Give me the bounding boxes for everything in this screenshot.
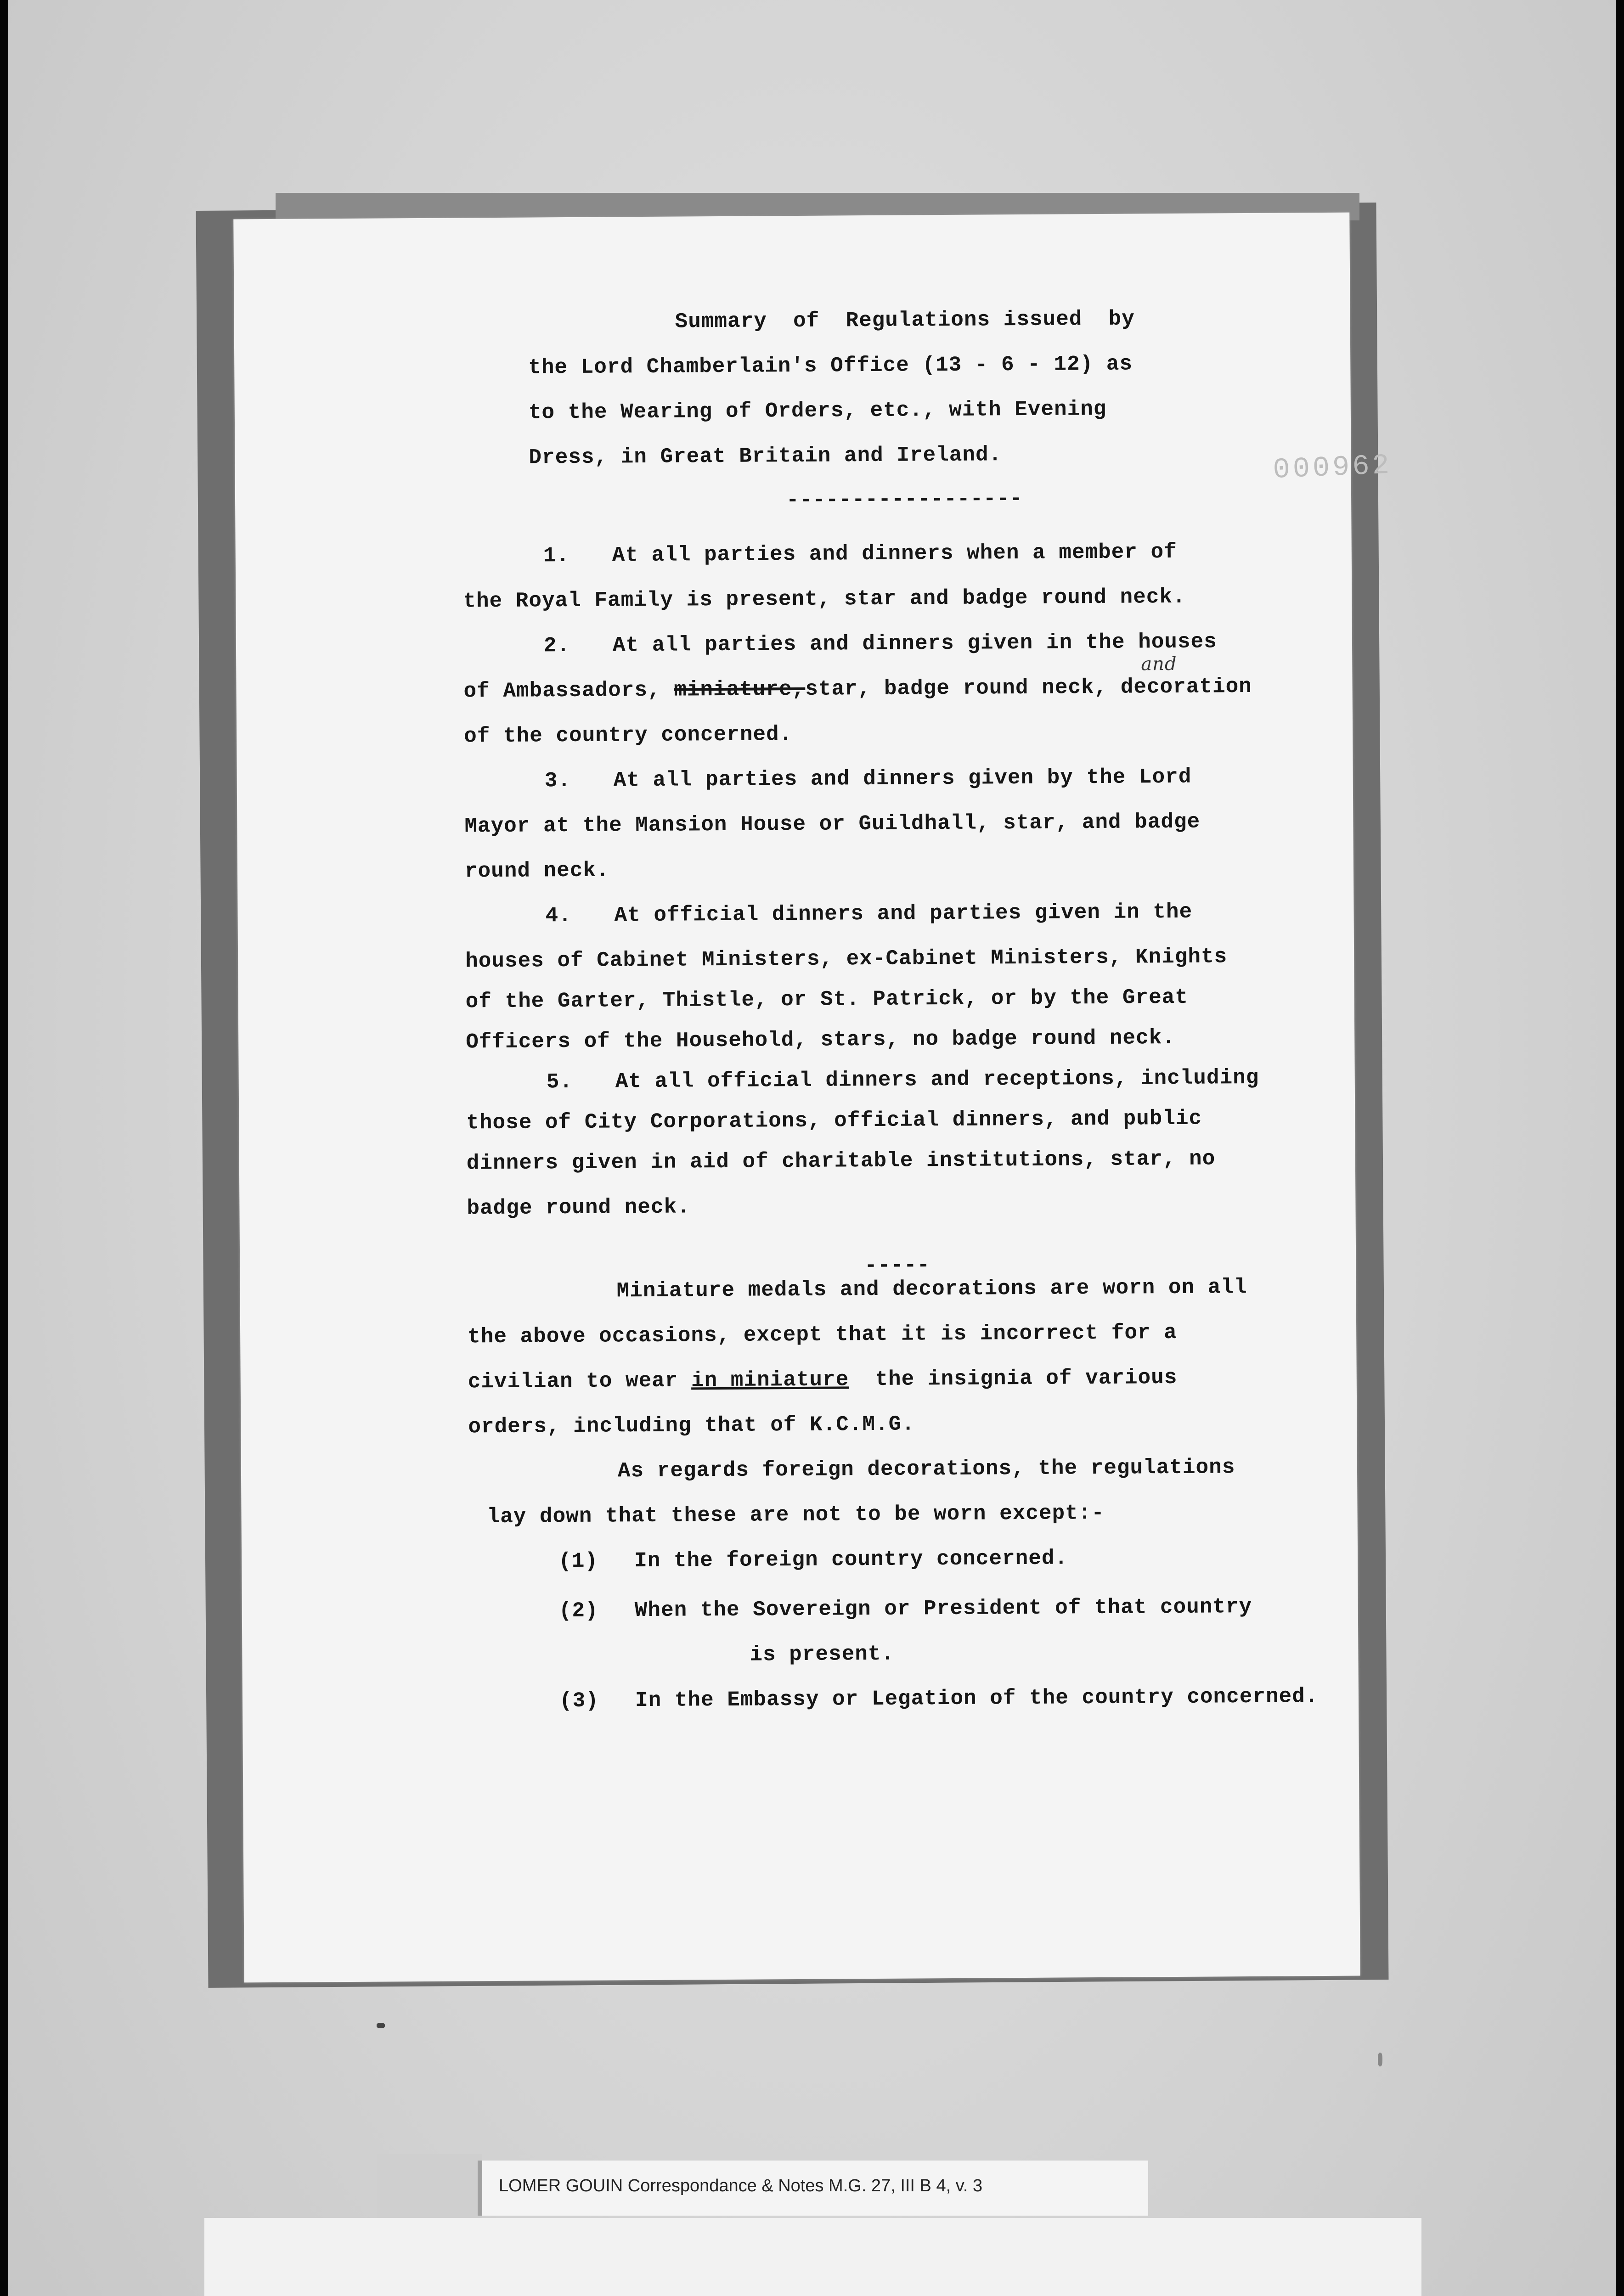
miniature-para-line-1: Miniature medals and decorations are worn on all (616, 1275, 1247, 1303)
tape-strip (377, 2154, 482, 2223)
item-3-line-3: round neck. (464, 858, 609, 884)
exception-2-number: (2) (558, 1598, 598, 1623)
miniature-para-line-4: orders, including that of K.C.M.G. (468, 1412, 915, 1439)
exception-1-number: (1) (558, 1549, 598, 1574)
title-line-1: Summary of Regulations issued by (675, 307, 1135, 334)
exception-2-continuation: is present. (750, 1642, 895, 1667)
item-2-line-2 (463, 664, 1252, 714)
stamp-number: 000962 (1272, 449, 1393, 487)
item-4-line-4: Officers of the Household, stars, no badge round neck. (466, 1025, 1176, 1054)
archive-reference-label (478, 2161, 1148, 2216)
foreign-para-line-1: As regards foreign decorations, the regulations (617, 1455, 1235, 1483)
item-2-prefix: of Ambassadors, (463, 678, 674, 703)
item-5-line-4: badge round neck. (467, 1195, 690, 1221)
document-body (233, 213, 1360, 1983)
item-1-first-line: At all parties and dinners when a member of (612, 540, 1177, 568)
item-4-number: 4. (545, 903, 572, 928)
exception-2-text: When the Sovereign or President of that country (634, 1594, 1252, 1623)
item-1-number: 1. (543, 544, 570, 568)
item-4-line-3: of the Garter, Thistle, or St. Patrick, or by the Great (465, 985, 1189, 1014)
item-5-first-line: At all official dinners and receptions, including (615, 1065, 1259, 1094)
foreign-para-line-2: lay down that these are not to be worn except:- (487, 1501, 1105, 1529)
miniature-para-l3-pre: civilian to wear (468, 1368, 692, 1394)
exception-1-text: In the foreign country concerned. (634, 1546, 1068, 1573)
item-3-number: 3. (544, 768, 571, 793)
item-4-line-2: houses of Cabinet Ministers, ex-Cabinet Ministers, Knights (465, 945, 1228, 974)
typed-document-page (233, 213, 1393, 1983)
title-line-2: the Lord Chamberlain's Office (13 - 6 - 12) as (528, 352, 1133, 380)
item-4-first-line: At official dinners and parties given in the (614, 900, 1193, 928)
item-3-line-2: Mayor at the Mansion House or Guildhall, star, and badge (464, 810, 1201, 838)
exception-3-number: (3) (559, 1688, 599, 1713)
miniature-para-l3-post: the insignia of various (849, 1365, 1178, 1392)
item-1-line-2: the Royal Family is present, star and badge round neck. (463, 585, 1186, 613)
exception-3-text: In the Embassy or Legation of the country concerned. (635, 1684, 1319, 1713)
item-5-number: 5. (546, 1069, 573, 1094)
miniature-para-line-3 (468, 1355, 1177, 1404)
item-3-first-line: At all parties and dinners given by the Lord (613, 765, 1192, 793)
underlined-in-miniature: in miniature (691, 1367, 849, 1393)
public-archives-stamp-card (204, 2218, 1421, 2296)
handwritten-insert-and: and (1141, 653, 1177, 675)
item-5-line-3: dinners given in aid of charitable institutions, star, no (466, 1147, 1216, 1176)
item-2-struck-word: miniature, (674, 677, 806, 702)
item-2-line-3: of the country concerned. (464, 722, 793, 748)
miniature-para-line-2: the above occasions, except that it is incorrect for a (468, 1320, 1177, 1349)
item-5-line-2: those of City Corporations, official dinners, and public (466, 1106, 1202, 1135)
film-speck (1378, 2053, 1382, 2066)
item-2-first-line: At all parties and dinners given in the houses (612, 630, 1217, 658)
item-2-number: 2. (543, 633, 570, 658)
item-2-suffix: star, badge round neck, decoration (805, 674, 1252, 701)
title-line-4: Dress, in Great Britain and Ireland. (529, 443, 1002, 470)
film-edge-right (1616, 0, 1624, 2296)
short-separator: ----- (864, 1253, 930, 1278)
film-edge-left (0, 0, 8, 2296)
title-separator: ------------------ (786, 486, 1023, 512)
film-speck (377, 2023, 385, 2028)
archive-reference-text: LOMER GOUIN Correspondance & Notes M.G. 27, III B 4, v. 3 (499, 2176, 983, 2195)
title-line-3: to the Wearing of Orders, etc., with Evening (528, 397, 1107, 425)
